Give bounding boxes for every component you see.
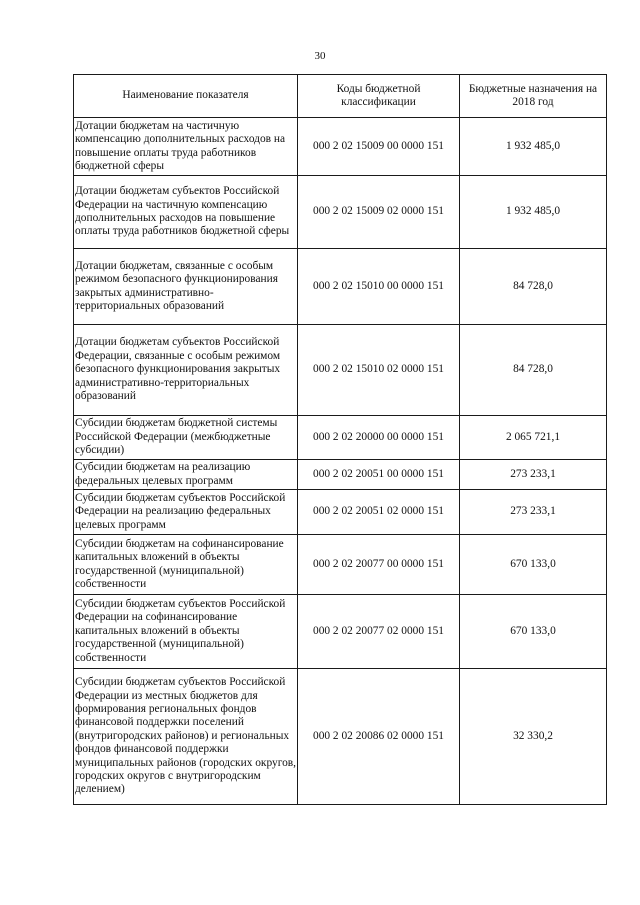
row-name: Дотации бюджетам субъектов Российской Федерации на частичную компенсацию дополнительных расходов на повышение оплаты труда работников бюджетной сферы: [74, 176, 298, 249]
row-amount: 84 728,0: [460, 249, 607, 325]
table-row: [74, 535, 607, 595]
row-name: Дотации бюджетам, связанные с особым режимом безопасного функционирования закрытых административно-территориальных образований: [74, 249, 298, 325]
row-code: 000 2 02 20077 00 0000 151: [298, 535, 460, 595]
table-row: [74, 118, 607, 176]
row-code: 000 2 02 20051 02 0000 151: [298, 490, 460, 535]
row-name: Дотации бюджетам на частичную компенсацию дополнительных расходов на повышение оплаты труда работников бюджетной сферы: [74, 118, 298, 176]
row-code: 000 2 02 15009 00 0000 151: [298, 118, 460, 176]
budget-table: [73, 74, 607, 805]
table-header-row: [74, 75, 607, 118]
row-name: Субсидии бюджетам на реализацию федеральных целевых программ: [74, 460, 298, 490]
table-row: [74, 325, 607, 416]
row-amount: 84 728,0: [460, 325, 607, 416]
row-code: 000 2 02 20086 02 0000 151: [298, 669, 460, 805]
header-code: Коды бюджетной классификации: [298, 75, 460, 118]
row-code: 000 2 02 20051 00 0000 151: [298, 460, 460, 490]
header-name: Наименование показателя: [74, 75, 298, 118]
row-amount: 32 330,2: [460, 669, 607, 805]
row-amount: 670 133,0: [460, 595, 607, 669]
row-name: Дотации бюджетам субъектов Российской Федерации, связанные с особым режимом безопасного функционирования закрытых административно-территориальных образований: [74, 325, 298, 416]
table-row: [74, 176, 607, 249]
table-row: [74, 490, 607, 535]
row-code: 000 2 02 15009 02 0000 151: [298, 176, 460, 249]
row-code: 000 2 02 20000 00 0000 151: [298, 416, 460, 460]
row-amount: 273 233,1: [460, 460, 607, 490]
table-row: [74, 595, 607, 669]
table-row: [74, 669, 607, 805]
row-amount: 1 932 485,0: [460, 176, 607, 249]
table-row: [74, 249, 607, 325]
row-name: Субсидии бюджетам субъектов Российской Федерации на реализацию федеральных целевых программ: [74, 490, 298, 535]
table-row: [74, 416, 607, 460]
row-amount: 2 065 721,1: [460, 416, 607, 460]
row-code: 000 2 02 20077 02 0000 151: [298, 595, 460, 669]
row-code: 000 2 02 15010 00 0000 151: [298, 249, 460, 325]
row-name: Субсидии бюджетам субъектов Российской Федерации на софинансирование капитальных вложений в объекты государственной (муниципальной) собственности: [74, 595, 298, 669]
row-amount: 273 233,1: [460, 490, 607, 535]
row-name: Субсидии бюджетам субъектов Российской Федерации из местных бюджетов для формирования региональных фондов финансовой поддержки поселений (внутригородских районов) и региональных фондов финансовой поддержки муниципальных районов (городских округов, городских округов с внутригородским делением): [74, 669, 298, 805]
header-amount: Бюджетные назначения на 2018 год: [460, 75, 607, 118]
row-code: 000 2 02 15010 02 0000 151: [298, 325, 460, 416]
row-name: Субсидии бюджетам бюджетной системы Российской Федерации (межбюджетные субсидии): [74, 416, 298, 460]
row-name: Субсидии бюджетам на софинансирование капитальных вложений в объекты государственной (муниципальной) собственности: [74, 535, 298, 595]
row-amount: 670 133,0: [460, 535, 607, 595]
row-amount: 1 932 485,0: [460, 118, 607, 176]
table-row: [74, 460, 607, 490]
page-number: 30: [314, 50, 326, 62]
